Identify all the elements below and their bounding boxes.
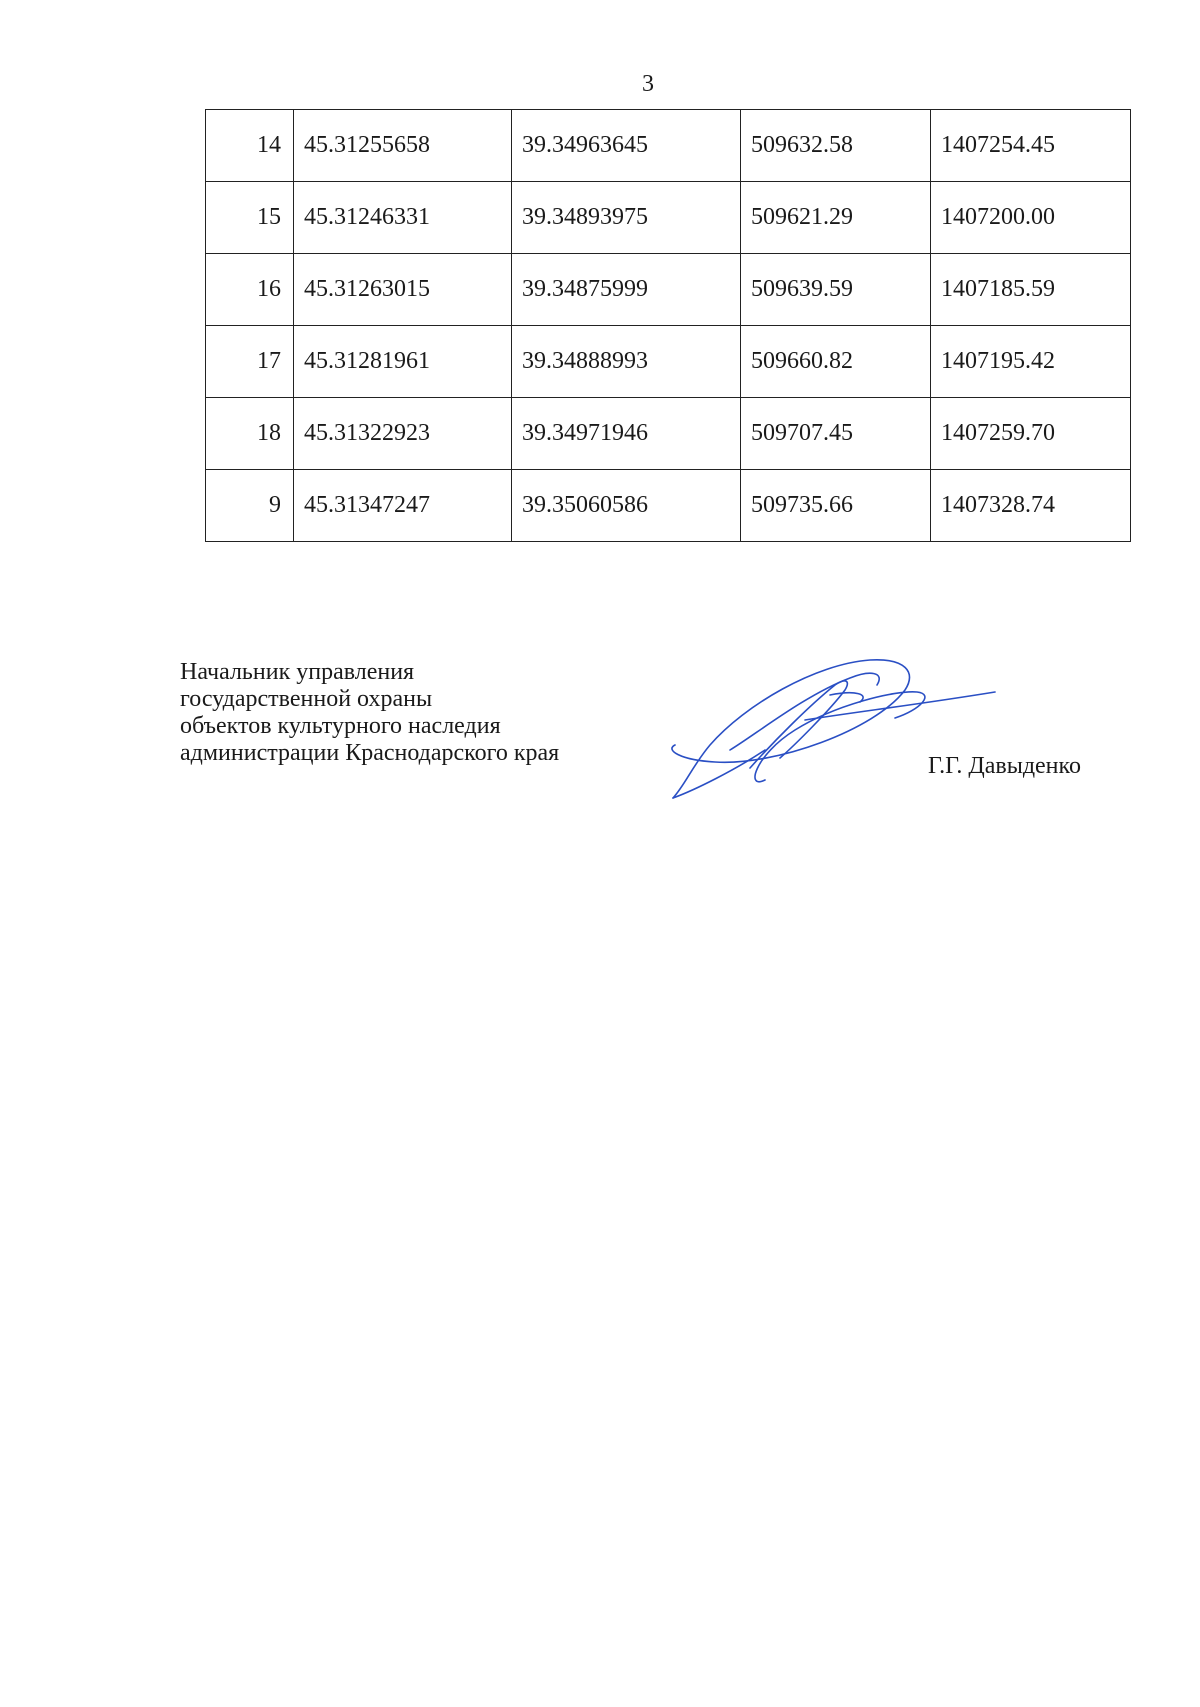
signer-name: Г.Г. Давыденко <box>928 753 1081 779</box>
position-line: объектов культурного наследия <box>180 713 501 739</box>
table-row <box>206 398 1131 470</box>
longitude-cell: 39.34888993 <box>512 326 741 398</box>
handwritten-signature <box>655 650 1000 810</box>
latitude-cell: 45.31281961 <box>294 326 512 398</box>
x-coordinate-cell: 509621.29 <box>741 182 931 254</box>
latitude-cell: 45.31255658 <box>294 110 512 182</box>
longitude-cell: 39.34963645 <box>512 110 741 182</box>
point-number: 9 <box>206 470 294 542</box>
longitude-cell: 39.34875999 <box>512 254 741 326</box>
point-number: 15 <box>206 182 294 254</box>
position-line: администрации Краснодарского края <box>180 740 560 766</box>
y-coordinate-cell: 1407185.59 <box>931 254 1131 326</box>
x-coordinate-cell: 509707.45 <box>741 398 931 470</box>
y-coordinate-cell: 1407200.00 <box>931 182 1131 254</box>
x-coordinate-cell: 509639.59 <box>741 254 931 326</box>
y-coordinate-cell: 1407254.45 <box>931 110 1131 182</box>
table-row <box>206 182 1131 254</box>
longitude-cell: 39.35060586 <box>512 470 741 542</box>
table-row <box>206 254 1131 326</box>
latitude-cell: 45.31347247 <box>294 470 512 542</box>
x-coordinate-cell: 509660.82 <box>741 326 931 398</box>
table-row <box>206 470 1131 542</box>
x-coordinate-cell: 509735.66 <box>741 470 931 542</box>
y-coordinate-cell: 1407195.42 <box>931 326 1131 398</box>
x-coordinate-cell: 509632.58 <box>741 110 931 182</box>
latitude-cell: 45.31246331 <box>294 182 512 254</box>
point-number: 16 <box>206 254 294 326</box>
latitude-cell: 45.31263015 <box>294 254 512 326</box>
point-number: 17 <box>206 326 294 398</box>
longitude-cell: 39.34893975 <box>512 182 741 254</box>
table-row <box>206 110 1131 182</box>
point-number: 18 <box>206 398 294 470</box>
page-number: 3 <box>642 71 654 97</box>
longitude-cell: 39.34971946 <box>512 398 741 470</box>
point-number: 14 <box>206 110 294 182</box>
coordinates-table <box>205 109 1131 542</box>
signer-position <box>180 659 559 767</box>
latitude-cell: 45.31322923 <box>294 398 512 470</box>
y-coordinate-cell: 1407328.74 <box>931 470 1131 542</box>
position-line: Начальник управления <box>180 659 415 685</box>
position-line: государственной охраны <box>180 686 433 712</box>
y-coordinate-cell: 1407259.70 <box>931 398 1131 470</box>
table-row <box>206 326 1131 398</box>
